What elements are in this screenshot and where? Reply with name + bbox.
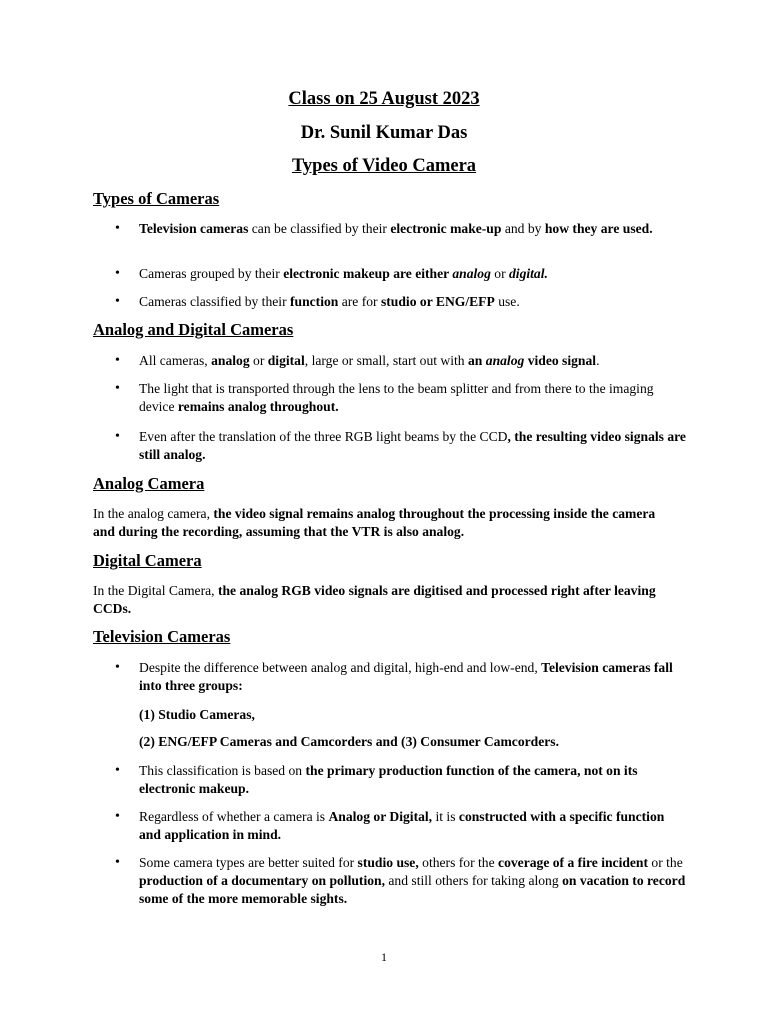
heading-types-of-cameras: Types of Cameras <box>93 189 220 208</box>
list-item-text: Despite the difference between analog and digital, high-end and low-end, Television cameras fall into three groups: <box>139 660 673 693</box>
bullet: • <box>115 660 120 675</box>
bullet: • <box>115 381 120 396</box>
heading-digital-camera: Digital Camera <box>93 551 202 570</box>
list-item-text: Regardless of whether a camera is Analog or Digital, it is constructed with a specific function and application in mind. <box>139 809 665 842</box>
bullet: • <box>115 429 120 444</box>
class-date-title: Class on 25 August 2023 <box>288 89 480 109</box>
analog-camera-paragraph: In the analog camera, the video signal remains analog throughout the processing inside the camera and during the recording, assuming that the VTR is also analog. <box>93 506 656 539</box>
digital-camera-paragraph: In the Digital Camera, the analog RGB video signals are digitised and processed right after leaving CCDs. <box>93 583 656 616</box>
author-name: Dr. Sunil Kumar Das <box>300 123 468 143</box>
list-item-text: Even after the translation of the three RGB light beams by the CCD, the resulting video signals are still analog. <box>139 429 686 462</box>
list-item-text: This classification is based on the primary production function of the camera, not on its electronic makeup. <box>139 763 638 796</box>
list-item-text: Television cameras can be classified by their electronic make-up and by how they are used. <box>139 221 653 236</box>
bullet: • <box>115 809 120 824</box>
camera-group-eng-consumer: (2) ENG/EFP Cameras and Camcorders and (3) Consumer Camcorders. <box>139 734 559 749</box>
list-item-text: Some camera types are better suited for studio use, others for the coverage of a fire incident or the production of a documentary on pollution, and still others for taking along on vacation to record some of the more memorable sights. <box>139 855 686 906</box>
list-item-text: All cameras, analog or digital, large or small, start out with an analog video signal. <box>139 353 600 368</box>
bullet: • <box>115 294 120 309</box>
heading-television-cameras: Television Cameras <box>93 627 231 646</box>
bullet: • <box>115 353 120 368</box>
document-title: Types of Video Camera <box>291 156 477 176</box>
list-item-text: The light that is transported through the lens to the beam splitter and from there to the imaging device remains analog throughout. <box>139 381 654 414</box>
bullet: • <box>115 855 120 870</box>
heading-analog-and-digital-cameras: Analog and Digital Cameras <box>93 320 294 339</box>
list-item-text: Cameras classified by their function are for studio or ENG/EFP use. <box>139 294 520 309</box>
list-item-text: Cameras grouped by their electronic makeup are either analog or digital. <box>139 266 548 281</box>
camera-group-studio: (1) Studio Cameras, <box>139 707 255 722</box>
bullet: • <box>115 266 120 281</box>
page-number: 1 <box>381 950 387 964</box>
bullet: • <box>115 763 120 778</box>
heading-analog-camera: Analog Camera <box>93 474 205 493</box>
bullet: • <box>115 221 120 236</box>
